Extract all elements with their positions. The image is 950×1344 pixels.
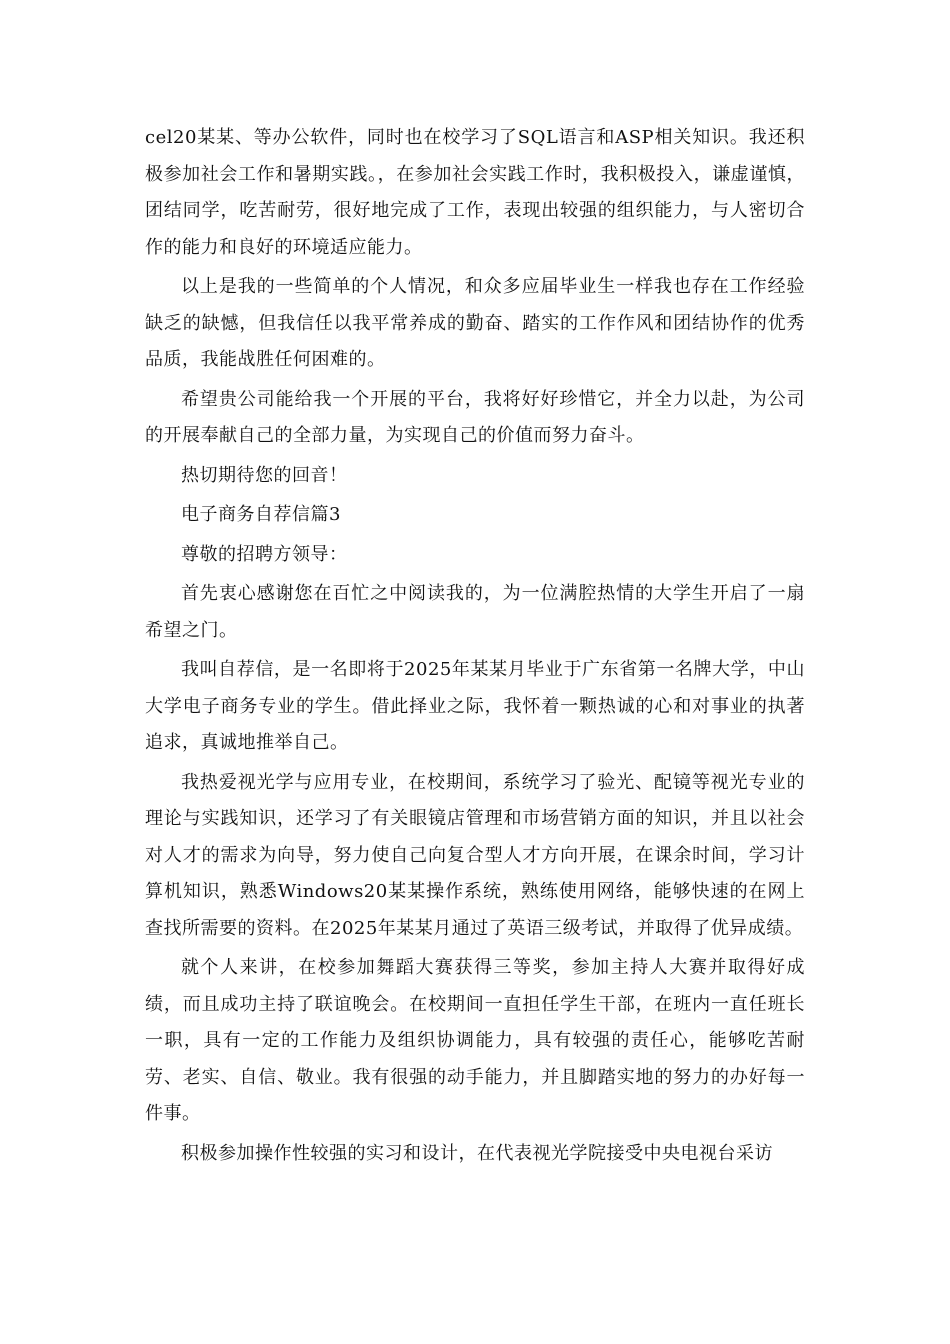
paragraph: 我叫自荐信，是一名即将于2025年某某月毕业于广东省第一名牌大学，中山大学电子商务专业的学生。借此择业之际，我怀着一颗热诚的心和对事业的执著追求，真诚地推举自己。 [145,659,805,753]
section-heading: 电子商务自荐信篇3 [181,504,341,525]
paragraph: 希望贵公司能给我一个开展的平台，我将好好珍惜它，并全力以赴，为公司的开展奉献自己的全部力量，为实现自己的价值而努力奋斗。 [145,388,805,446]
salutation: 尊敬的招聘方领导： [181,543,348,565]
paragraph-continued: cel20某某、等办公软件，同时也在校学习了SQL语言和ASP相关知识。我还积极参加社会工作和暑期实践。，在参加社会实践工作时，我积极投入，谦虚谨慎，团结同学，吃苦耐劳，很好地完成了工作，表现出较强的组织能力，与人密切合作的能力和良好的环境适应能力。 [145,127,805,258]
paragraph: 首先衷心感谢您在百忙之中阅读我的，为一位满腔热情的大学生开启了一扇希望之门。 [145,583,805,641]
paragraph: 我热爱视光学与应用专业，在校期间，系统学习了验光、配镜等视光专业的理论与实践知识，还学习了有关眼镜店管理和市场营销方面的知识，并且以社会对人才的需求为向导，努力使自己向复合型人才方向开展，在课余时间，学习计算机知识，熟悉Windows20某某操作系统，熟练使用网络，能够快速的在网上查找所需要的资料。在2025年某某月通过了英语三级考试，并取得了优异成绩。 [145,771,805,939]
paragraph-truncated: 积极参加操作性较强的实习和设计，在代表视光学院接受中央电视台采访 [181,1142,773,1164]
document-body [145,120,805,1175]
paragraph: 就个人来讲，在校参加舞蹈大赛获得三等奖，参加主持人大赛并取得好成绩，而且成功主持了联谊晚会。在校期间一直担任学生干部，在班内一直任班长一职，具有一定的工作能力及组织协调能力，具有较强的责任心，能够吃苦耐劳、老实、自信、敬业。我有很强的动手能力，并且脚踏实地的努力的办好每一件事。 [145,957,805,1124]
paragraph: 以上是我的一些简单的个人情况，和众多应届毕业生一样我也存在工作经验缺乏的缺憾，但我信任以我平常养成的勤奋、踏实的工作作风和团结协作的优秀品质，我能战胜任何困难的。 [145,276,805,370]
closing-line: 热切期待您的回音！ [181,464,348,486]
